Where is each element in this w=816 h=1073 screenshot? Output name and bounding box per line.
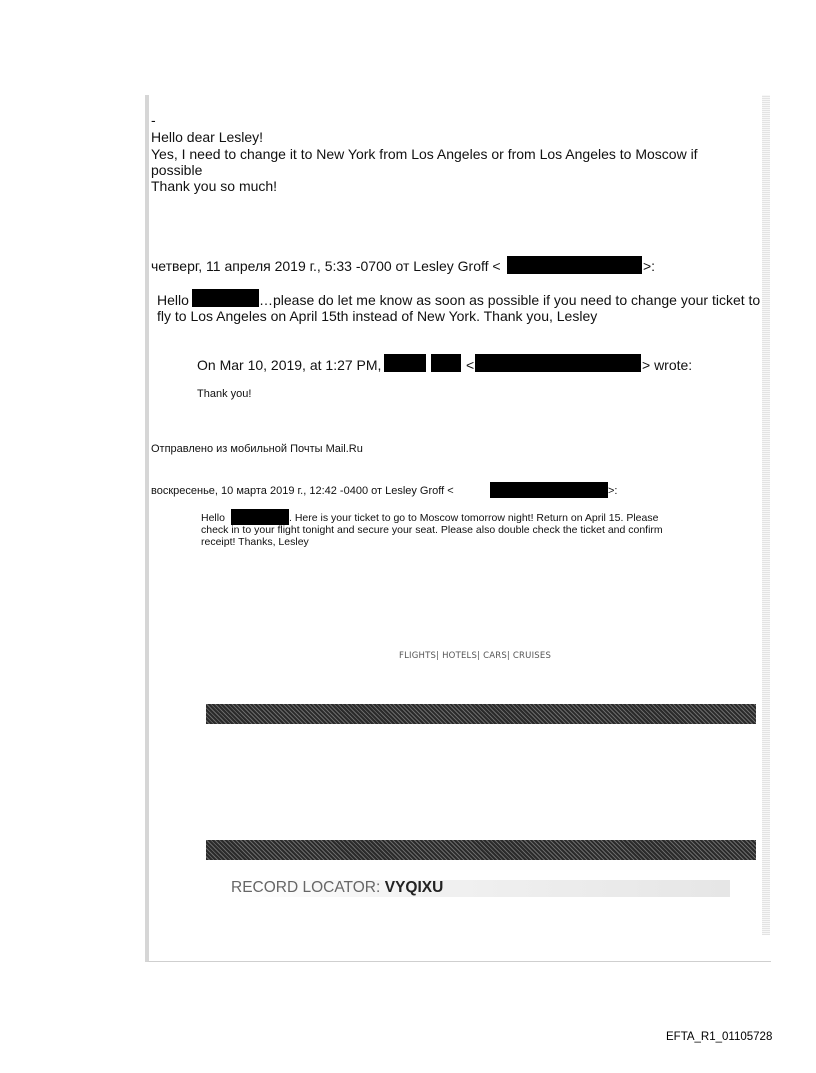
document-id: EFTA_R1_01105728 [666, 1031, 773, 1043]
record-locator-label: RECORD LOCATOR: [231, 879, 381, 896]
reply-line-1: Yes, I need to change it to New York from Los Angeles or from Los Angeles to Moscow if [151, 146, 698, 162]
quote3-body-line-3: receipt! Thanks, Lesley [201, 536, 309, 548]
redacted-name [231, 509, 289, 525]
nav-cars[interactable]: CARS [483, 651, 507, 661]
travel-nav [399, 651, 551, 661]
quote1-header-prefix: четверг, 11 апреля 2019 г., 5:33 -0700 от Lesley Groff < [151, 258, 501, 274]
frame-right-border [762, 95, 770, 935]
quote3-header-suffix: >: [608, 485, 618, 497]
nav-flights[interactable]: FLIGHTS [399, 651, 437, 661]
quote2-header-prefix: On Mar 10, 2019, at 1:27 PM, [197, 357, 382, 373]
redacted-last-name [431, 354, 461, 372]
nav-hotels[interactable]: HOTELS [442, 651, 478, 661]
quote3-hello: Hello [201, 512, 225, 524]
nav-separator: | [477, 651, 481, 661]
quote2-header-suffix: > wrote: [642, 357, 693, 373]
reply-line-2: possible [151, 162, 203, 178]
mobile-signature: Отправлено из мобильной Почты Mail.Ru [151, 443, 363, 455]
quote3-header-prefix: воскресенье, 10 марта 2019 г., 12:42 -0400 от Lesley Groff < [151, 485, 454, 497]
redacted-email [490, 482, 608, 498]
reply-dash: - [151, 112, 156, 128]
reply-line-3: Thank you so much! [151, 178, 278, 194]
nav-cruises[interactable]: CRUISES [512, 651, 552, 661]
quote3-body-line-1: . Here is your ticket to go to Moscow tomorrow night! Return on April 15. Please [289, 512, 659, 524]
quote1-body-line-1: …please do let me know as soon as possible if you need to change your ticket to [259, 292, 761, 308]
redacted-name [192, 289, 259, 307]
quote1-header-suffix: >: [643, 258, 656, 274]
nav-separator: | [436, 651, 440, 661]
quote2-header-lt: < [466, 357, 475, 373]
redacted-first-name [384, 354, 426, 372]
redacted-email [475, 354, 641, 372]
quote1-hello: Hello [157, 292, 189, 308]
nav-separator: | [506, 651, 510, 661]
quote1-body-line-2: fly to Los Angeles on April 15th instead of New York. Thank you, Lesley [157, 308, 598, 324]
header-band-top [206, 704, 756, 724]
reply-greeting: Hello dear Lesley! [151, 129, 264, 145]
record-locator [231, 879, 443, 897]
quote2-body: Thank you! [197, 388, 252, 400]
redacted-email [507, 256, 642, 274]
quote3-body-line-2: check in to your flight tonight and secure your seat. Please also double check the ticket and confirm [201, 524, 663, 536]
record-locator-value: VYQIXU [384, 879, 444, 896]
header-band-bottom [206, 840, 756, 860]
